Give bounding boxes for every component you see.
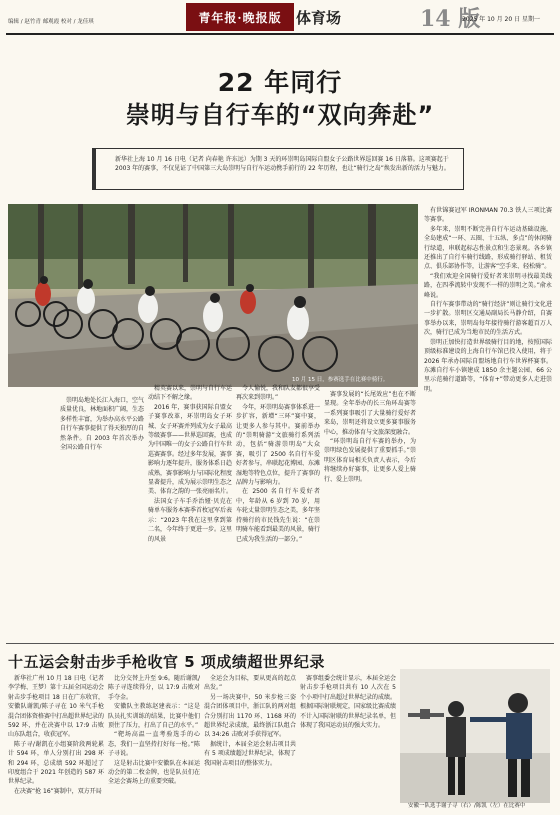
paragraph: 今年，环崇明岛赛事体系进一步扩容，新增“三环”赛中赛，让更多人参与其中。赛前举办的“崇明骑游”文旅骑行系列活动，包括“骑游崇明岛”大众赛，吸引了 2500 名自行车爱好者参与，串联起花博园、东滩湿地等特色点位，提升了赛事的品牌力与影响力。 [236, 403, 321, 487]
paragraph: 安徽队主教练赵建表示：“这是队员扎实训练的结果，比赛中他们顶住了压力，打出了自己的水平。” [108, 703, 200, 730]
article1-column-1 [60, 396, 144, 452]
article2-title: 十五运会射击步手枪收官 5 项成绩超世界纪录 [8, 653, 325, 671]
article2-column-4 [300, 674, 396, 730]
article2-column-2 [108, 674, 200, 787]
article1-column-3 [236, 384, 320, 544]
paragraph: 崇明正加快打造世界级骑行目的地，按照国际顶级标准建设的上海自行车馆已投入使用，将于 2026 年承办国际自盟场地自行车世界杯赛事。东滩自行车小镇建成 1850 余主题公园、66 公里示范骑行道路等，“体育+”带动更多人走进崇明。 [424, 338, 552, 393]
paragraph: 陈子寻/谢凯在小组赛阶段两轮累计 594 环，单人分别打出 298 环和 294 环，总成绩 592 环超过了印度组合于 2021 年创造的 587 环世界纪录。 [8, 740, 104, 786]
article1-title-line1: 22 年同行 [217, 68, 343, 97]
paragraph: “环崇明岛自行车赛的举办，为崇明绿色发展提供了重要抓手。”崇明区体育局相关负责人表示，今后将继续办好赛事，让更多人爱上骑行、爱上崇明。 [324, 438, 416, 483]
paragraph: 多年来，崇明不断完善自行车运动基础设施，全岛建成“一环、五圈、十五纵、多点”的休闲骑行绿道，串联起标志性景点和生态景观。各乡镇还推出了自行车骑行线路，形成骑行驿站、租赁点、俱乐部协作等，让游客“空手来、轻松骑”。 [424, 225, 552, 271]
article1-column-5 [324, 390, 416, 484]
paragraph: 自行车赛事带动的“骑行经济”则让骑行文化进一步扩散。崇明区交通局副局长马静介绍，自赛事举办以来，崇明岛每年接待骑行游客超百万人次，骑行已成为当地市民的生活方式。 [424, 301, 552, 337]
photo-caption: 10 月 15 日，参赛选手在比赛中骑行。 [292, 377, 389, 383]
cycling-race-photo [8, 204, 418, 387]
editor-credits: 编辑 / 赵竹青 邮观霞 校对 / 龙佳琪 [8, 19, 94, 25]
paragraph: 据统计，本届全运会射击项目共有 5 项成绩超过世界纪录，体现了我国射击项目的整体实力。 [204, 740, 296, 767]
paragraph: 令人愉悦，我和队友都很享受再次来到崇明。” [236, 385, 321, 402]
paragraph: 精英赛以来，崇明与自行车运动结下不解之缘。 [148, 385, 233, 402]
issue-date: 2025 年 10 月 20 日 星期一 [462, 16, 540, 23]
article2-column-1 [8, 674, 104, 796]
masthead-logo: 青年报·晚报版 [186, 3, 294, 31]
paragraph: 崇明岛地处长江入海口，空气质量优良，林地面积广阔，生态多样性丰富，为举办高水平公路自行车赛事提供了得天独厚的自然条件。自 2003 年首次举办全国公路自行车 [60, 397, 145, 452]
page-number: 14 版 [420, 6, 481, 32]
photo2-caption: 安徽一队选手谢子寻（右）/陈凯（左）在比赛中 [408, 803, 526, 809]
section-name: 体育场 [296, 8, 342, 27]
paragraph: 另一场决赛中，50 米步枪三姿混合团体项目中，浙江队的两对组合分别打出 1170 环、1168 环的超世界纪录成绩，最终浙江队组合以 34:26 击败对手获得冠军。 [204, 693, 296, 739]
article1-lead: 新华社上海 10 月 16 日电（记者 向春艳 许东远）为期 3 天的环崇明岛国际自盟女子公路世界巡回赛 16 日落幕。这项赛起于 2003 年的赛事，不仅见证了中国第三大岛崇明与自行车运动携手前行的 22 年历程，也让“骑行之岛”焕发出新的活力与魅力。 [92, 148, 464, 190]
article1-column-2 [148, 384, 232, 544]
paragraph: 赛事发展的“长尾效应”也在不断显现。全年举办的长三角环岛赛等一系列赛事吸引了大量骑行爱好者来岛，崇明还将设立更多赛事服务中心，推动体育与文旅深度融合。 [324, 391, 416, 436]
article1-column-4 [424, 206, 552, 394]
article1-title-line2: 崇明与自行车的“双向奔赴” [125, 101, 435, 129]
paragraph: 在决赛“抢 16”赛制中，双方开局 [14, 787, 102, 795]
paragraph: 比分交替上升至 9:6。随后谢凯/陈子寻连续得分，以 17:9 击败对手夺金。 [108, 675, 200, 701]
paragraph: 法国女子车手乔治娅·贝克在骑单车服务本赛季首枚冠军后表示：“2023 年我在这里拿到第二名，今年终于更进一步。这里的风景 [148, 497, 233, 543]
paragraph: 在 2500 名自行车爱好者中，年龄从 6 岁到 70 岁，用车轮丈量崇明生态之美，多年坚持骑行的市民钱先生说：“在崇明骑车能看到最美的风景，骑行已成为我生活的一部分。” [236, 488, 321, 543]
paragraph: 新华社广州 10 月 18 日电（记者 李学梅、王梦）第十五届全国运动会射击步手枪项目 18 日在广东收官，安徽队谢凯/陈子寻在 10 米气手枪混合团体资格赛中打出超世界纪录的 592 环，并在决赛中以 17:9 击败山东队组合，收获冠军。 [8, 675, 105, 739]
paragraph: 赛事组委会统计显示，本届全运会射击步手枪项目共有 10 人次在 5 个小项中打出超过世界纪录的成绩。根据国际射联规定，国家级比赛成绩不计入国际射联的世界纪录名单，但体现了我国运动员的强大实力。 [300, 675, 397, 730]
paragraph: 有世锦赛冠军 IRONMAN 70.3 铁人三项比赛等赛事。 [424, 207, 552, 224]
paragraph: “我们欢迎全国骑行爱好者来崇明寻找最美线路，在四季流转中发现不一样的崇明之美。”俞永峰说。 [424, 272, 552, 299]
section-divider [6, 643, 554, 644]
article2-column-3 [204, 674, 296, 768]
paragraph: 2016 年，赛事获国际自盟女子赛事改革，环崇明岛女子环城、女子环赛并列成为女子最高等级赛事——世界巡回赛，也成为中国唯一的女子公路自行车世巡赛赛事。经过多年发展，赛事影响力逐年提升，服务体系日趋成熟，赛事影响力与国际化程度显著提升，成为展示崇明生态之美、体育之韵的一张亮丽名片。 [148, 403, 233, 496]
lead-box-accent [92, 148, 96, 190]
cycling-race-illustration [8, 204, 418, 387]
header-rule [6, 33, 554, 35]
paragraph: 全运会为目标，要从更高的起点出发。” [204, 675, 296, 692]
paragraph: 这是射击比赛中安徽队在本届运动会的第二枚金牌，也是队员们在全运会赛场上的重要突破。 [108, 759, 200, 786]
paragraph: “靶场高温一直考验选手的心态，我们一直坚持打好每一枪。”陈子寻说。 [108, 731, 200, 758]
shooting-illustration [400, 669, 550, 803]
shooting-photo [400, 669, 550, 803]
